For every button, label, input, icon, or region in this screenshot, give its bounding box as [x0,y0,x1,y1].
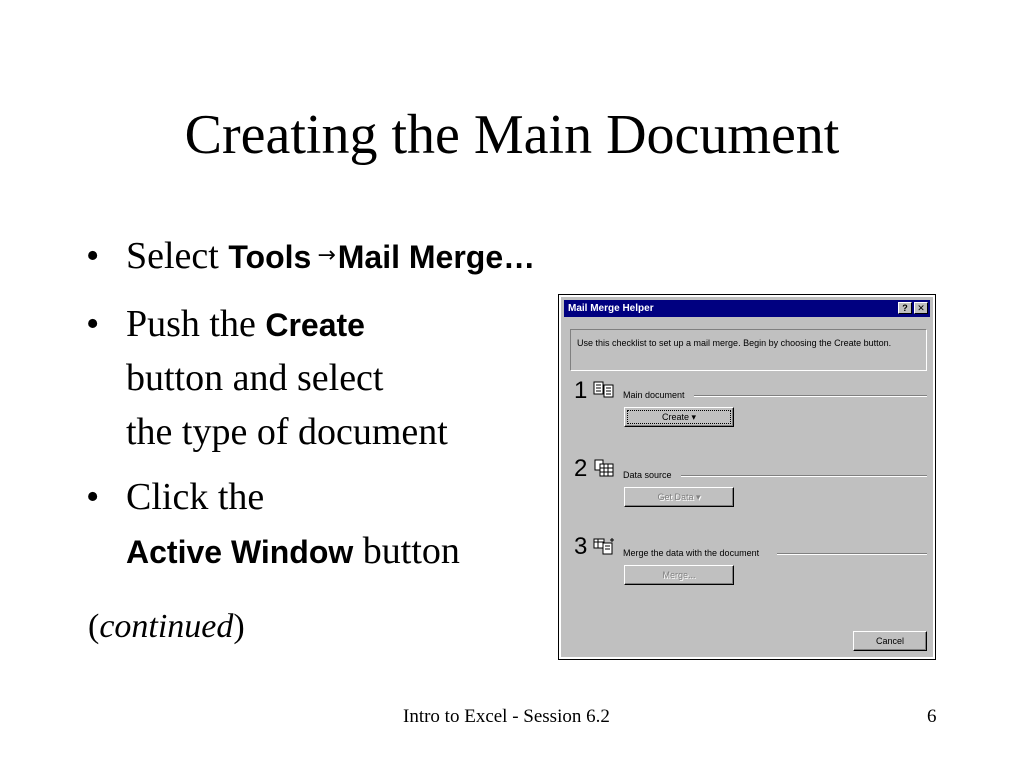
bullet-dot: • [86,303,100,345]
create-button[interactable]: Create ▾ [624,407,734,427]
data-source-icon [593,459,615,477]
step-3-label: Merge the data with the document [623,548,760,558]
step-1-divider [694,395,927,397]
bullet-2-line-3: the type of document [126,411,448,453]
bullet-dot: • [86,235,100,277]
step-number: 3 [574,533,588,560]
merge-button[interactable]: Merge... [624,565,734,585]
footer-text: Intro to Excel - Session 6.2 [403,706,610,727]
bullet-2-line-2: button and select [126,357,384,399]
menu-arrow: → [317,243,336,268]
bullet-1-text: Select Tools →Mail Merge… [126,235,536,277]
get-data-button[interactable]: Get Data ▾ [624,487,734,507]
step-number: 1 [574,377,588,404]
merge-icon [593,537,615,555]
step-2-label: Data source [623,470,672,480]
bullet-3-line-1: Click the [126,476,265,518]
bullet-dot: • [86,476,100,518]
slide-title: Creating the Main Document [184,104,840,166]
help-button[interactable]: ? [898,302,912,314]
bullet-2-line-1: Push the Create [126,303,365,345]
step-3-divider [777,553,927,555]
menu-tools-label: Tools [228,239,312,275]
dialog-titlebar[interactable] [564,300,930,317]
cancel-button[interactable]: Cancel [853,631,927,651]
menu-mail-merge-label: Mail Merge… [337,239,536,275]
page-number: 6 [927,706,937,727]
bullet-3-line-2: Active Window button [126,530,460,572]
dialog-instructions: Use this checklist to set up a mail merge. Begin by choosing the Create button. [570,329,927,371]
step-1-label: Main document [623,390,685,400]
step-2-divider [681,475,927,477]
continued-note: (continued) [88,608,245,645]
dialog-title: Mail Merge Helper [568,303,654,314]
close-button[interactable]: ✕ [914,302,928,314]
step-number: 2 [574,455,588,482]
active-window-button-ref: Active Window [126,534,354,570]
main-document-icon [593,381,615,399]
mail-merge-helper-dialog [558,294,936,660]
create-button-ref: Create [265,307,365,343]
